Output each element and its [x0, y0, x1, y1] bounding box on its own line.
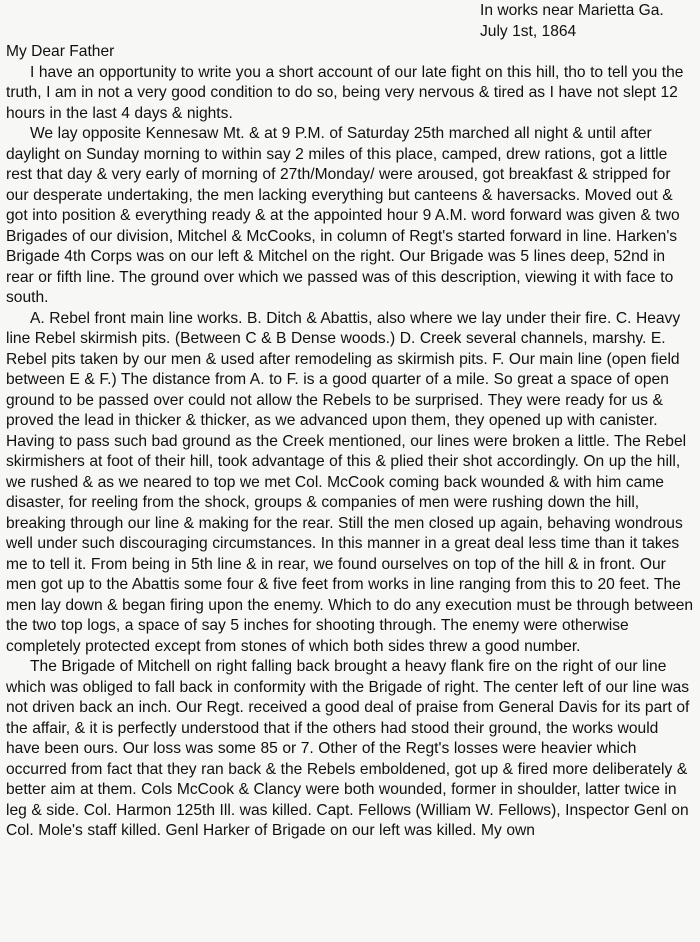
- paragraph-4: The Brigade of Mitchell on right falling back brought a heavy flank fire on the right of our line which was obliged to fall back in conformity with the Brigade of right. The center left of our line was not driven back an inch. Our Regt. received a good deal of praise from General Davis for its part of the affair, & it is perfectly understood that if the others had stood their ground, the works would have been ours. Our loss was some 85 or 7. Other of the Regt's losses were heavier which occurred from fact that they ran back & the Rebels emboldened, got up & fired more deliberately & better aim at them. Cols McCook & Clancy were both wounded, former in shoulder, latter twice in leg & side. Col. Harmon 125th Ill. was killed. Capt. Fellows (William W. Fellows), Inspector Genl on Col. Mole's staff killed. Genl Harker of Brigade on our left was killed. My own: [6, 658, 690, 839]
- paragraph-2: We lay opposite Kennesaw Mt. & at 9 P.M. of Saturday 25th marched all night & until after daylight on Sunday morning to within say 2 miles of this place, camped, drew rations, got a little rest that day & very early of morning of 27th/Monday/ were aroused, got breakfast & stripped for our desperate undertaking, the men lacking everything but canteens & haversacks. Moved out & got into position & everything ready & at the appointed hour 9 A.M. word forward was given & two Brigades of our division, Mitchel & McCooks, in column of Regt's started forward in line. Harken's Brigade 4th Corps was on our left & Mitchel on the right. Our Brigade was 5 lines deep, 52nd in rear or fifth line. The ground over which we passed was of this description, viewing it with face to south.: [6, 125, 680, 306]
- paragraph-1: I have an opportunity to write you a short account of our late fight on this hill, tho to tell you the truth, I am in not a very good condition to do so, being very nervous & tired as I have not slept 12 hours in the last 4 days & nights.: [6, 63, 684, 122]
- paragraph-3: A. Rebel front main line works. B. Ditch & Abattis, also where we lay under their fire. C. Heavy line Rebel skirmish pits. (Between C & B Dense woods.) D. Creek several channels, marshy. E. Rebel pits taken by our men & used after remodeling as skirmish pits. F. Our main line (open field between E & F.) The distance from A. to F. is a good quarter of a mile. So great a space of open ground to be passed over could not allow the Rebels to be surprised. They were ready for us & proved the lead in thicker & thicker, as we advanced upon them, they opened up with canister. Having to pass such bad ground as the Creek mentioned, our lines were broken a little. The Rebel skirmishers at foot of their hill, took advantage of this & plied their shot accordingly. On up the hill, we rushed & as we neared to top we met Col. McCook coming back wounded & with him came disaster, for reeling from the shock, groups & companies of men were rushing down the hill, breaking through our line & making for the rear. Still the men closed up again, behaving wondrous well under such discouraging circumstances. In this manner in a great deal less time than it takes me to tell it. From being in 5th line & in rear, we found ourselves on top of the hill & in front. Our men got up to the Abattis some four & five feet from works in line ranging from this to 20 feet. The men lay down & began firing upon the enemy. Which to do any execution must be through between the two top logs, a space of say 5 inches for shooting through. The enemy were otherwise completely protected except from stones of which both sides threw a good number.: [6, 309, 694, 655]
- letter-header: [480, 0, 694, 42]
- location-line: In works near Marietta Ga.: [480, 2, 664, 19]
- salutation: My Dear Father: [6, 43, 115, 60]
- date-line: July 1st, 1864: [480, 22, 577, 40]
